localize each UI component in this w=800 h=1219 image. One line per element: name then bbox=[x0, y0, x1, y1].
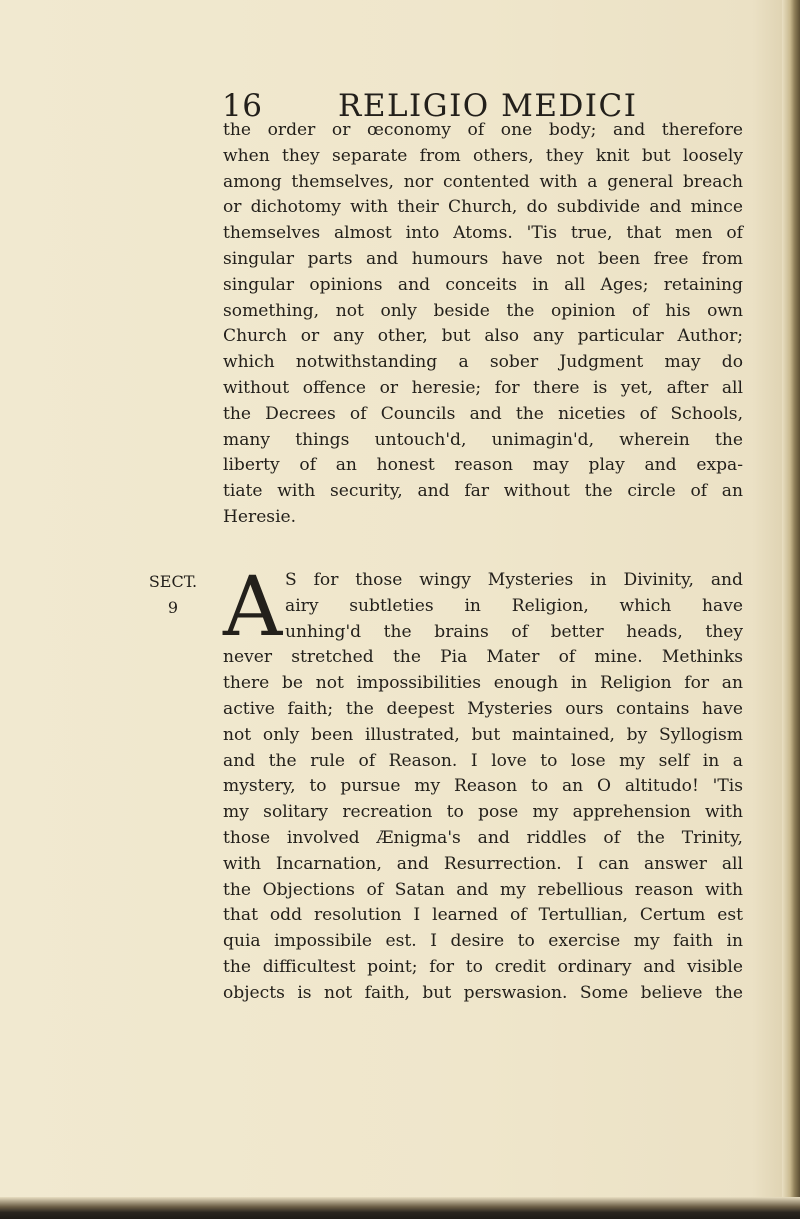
text-line: the difficultest point; for to credit ordinary and visible bbox=[223, 956, 743, 977]
text-line: the order or œconomy of one body; and therefore bbox=[223, 120, 743, 140]
text-line: airy subtleties in Religion, which have bbox=[285, 595, 743, 616]
text-line: the Decrees of Councils and the niceties of Schools, bbox=[223, 403, 743, 424]
text-line: liberty of an honest reason may play and expa- bbox=[223, 455, 743, 476]
text-line: Church or any other, but also any particular Author; bbox=[223, 326, 743, 347]
text-line: among themselves, nor contented with a general breach bbox=[223, 171, 743, 192]
page-number: 16 bbox=[222, 88, 263, 124]
text-line: or dichotomy with their Church, do subdivide and mince bbox=[223, 197, 743, 218]
text-line: singular parts and humours have not been free from bbox=[223, 248, 743, 269]
text-line: my solitary recreation to pose my apprehension with bbox=[223, 802, 743, 823]
text-line: the Objections of Satan and my rebellious reason with bbox=[223, 879, 743, 900]
text-line: tiate with security, and far without the circle of an bbox=[223, 481, 743, 502]
page-edge-right bbox=[782, 0, 800, 1219]
text-line: singular opinions and conceits in all Ages; retaining bbox=[223, 274, 743, 295]
text-line: many things untouch'd, unimagin'd, wherein the bbox=[223, 429, 743, 450]
text-line: Heresie. bbox=[223, 506, 297, 527]
text-line: that odd resolution I learned of Tertullian, Certum est bbox=[223, 905, 743, 926]
section-label: SECT. bbox=[148, 572, 198, 591]
drop-cap: A bbox=[223, 560, 283, 655]
paragraph-1 bbox=[223, 118, 743, 531]
section-marker bbox=[141, 569, 205, 621]
text-line: there be not impossibilities enough in Religion for an bbox=[223, 673, 743, 694]
text-line: never stretched the Pia Mater of mine. Methinks bbox=[223, 647, 743, 668]
text-line: quia impossibile est. I desire to exercise my faith in bbox=[223, 931, 743, 952]
text-line: objects is not faith, but perswasion. Some believe the bbox=[223, 982, 743, 1003]
text-line: themselves almost into Atoms. 'Tis true, that men of bbox=[223, 223, 743, 244]
section-number: 9 bbox=[167, 597, 179, 617]
text-line: something, not only beside the opinion of his own bbox=[223, 300, 743, 321]
text-line: not only been illustrated, but maintained, by Syllogism bbox=[223, 724, 743, 745]
page-title: RELIGIO MEDICI bbox=[338, 88, 638, 124]
text-line: active faith; the deepest Mysteries ours contains have bbox=[223, 698, 743, 719]
text-line: with Incarnation, and Resurrection. I can answer all bbox=[223, 853, 743, 874]
text-line: and the rule of Reason. I love to lose my self in a bbox=[223, 750, 743, 771]
text-line: when they separate from others, they knit but loosely bbox=[223, 145, 743, 166]
text-line: which notwithstanding a sober Judgment may do bbox=[223, 352, 743, 373]
text-line: mystery, to pursue my Reason to an O altitudo! 'Tis bbox=[223, 776, 743, 797]
text-line: without offence or heresie; for there is yet, after all bbox=[223, 377, 743, 398]
text-line: those involved Ænigma's and riddles of the Trinity, bbox=[223, 827, 743, 848]
page-edge-bottom bbox=[0, 1197, 800, 1219]
text-line: S for those wingy Mysteries in Divinity, and bbox=[285, 570, 743, 590]
text-line: unhing'd the brains of better heads, they bbox=[285, 621, 743, 642]
paragraph-2 bbox=[223, 560, 743, 1007]
